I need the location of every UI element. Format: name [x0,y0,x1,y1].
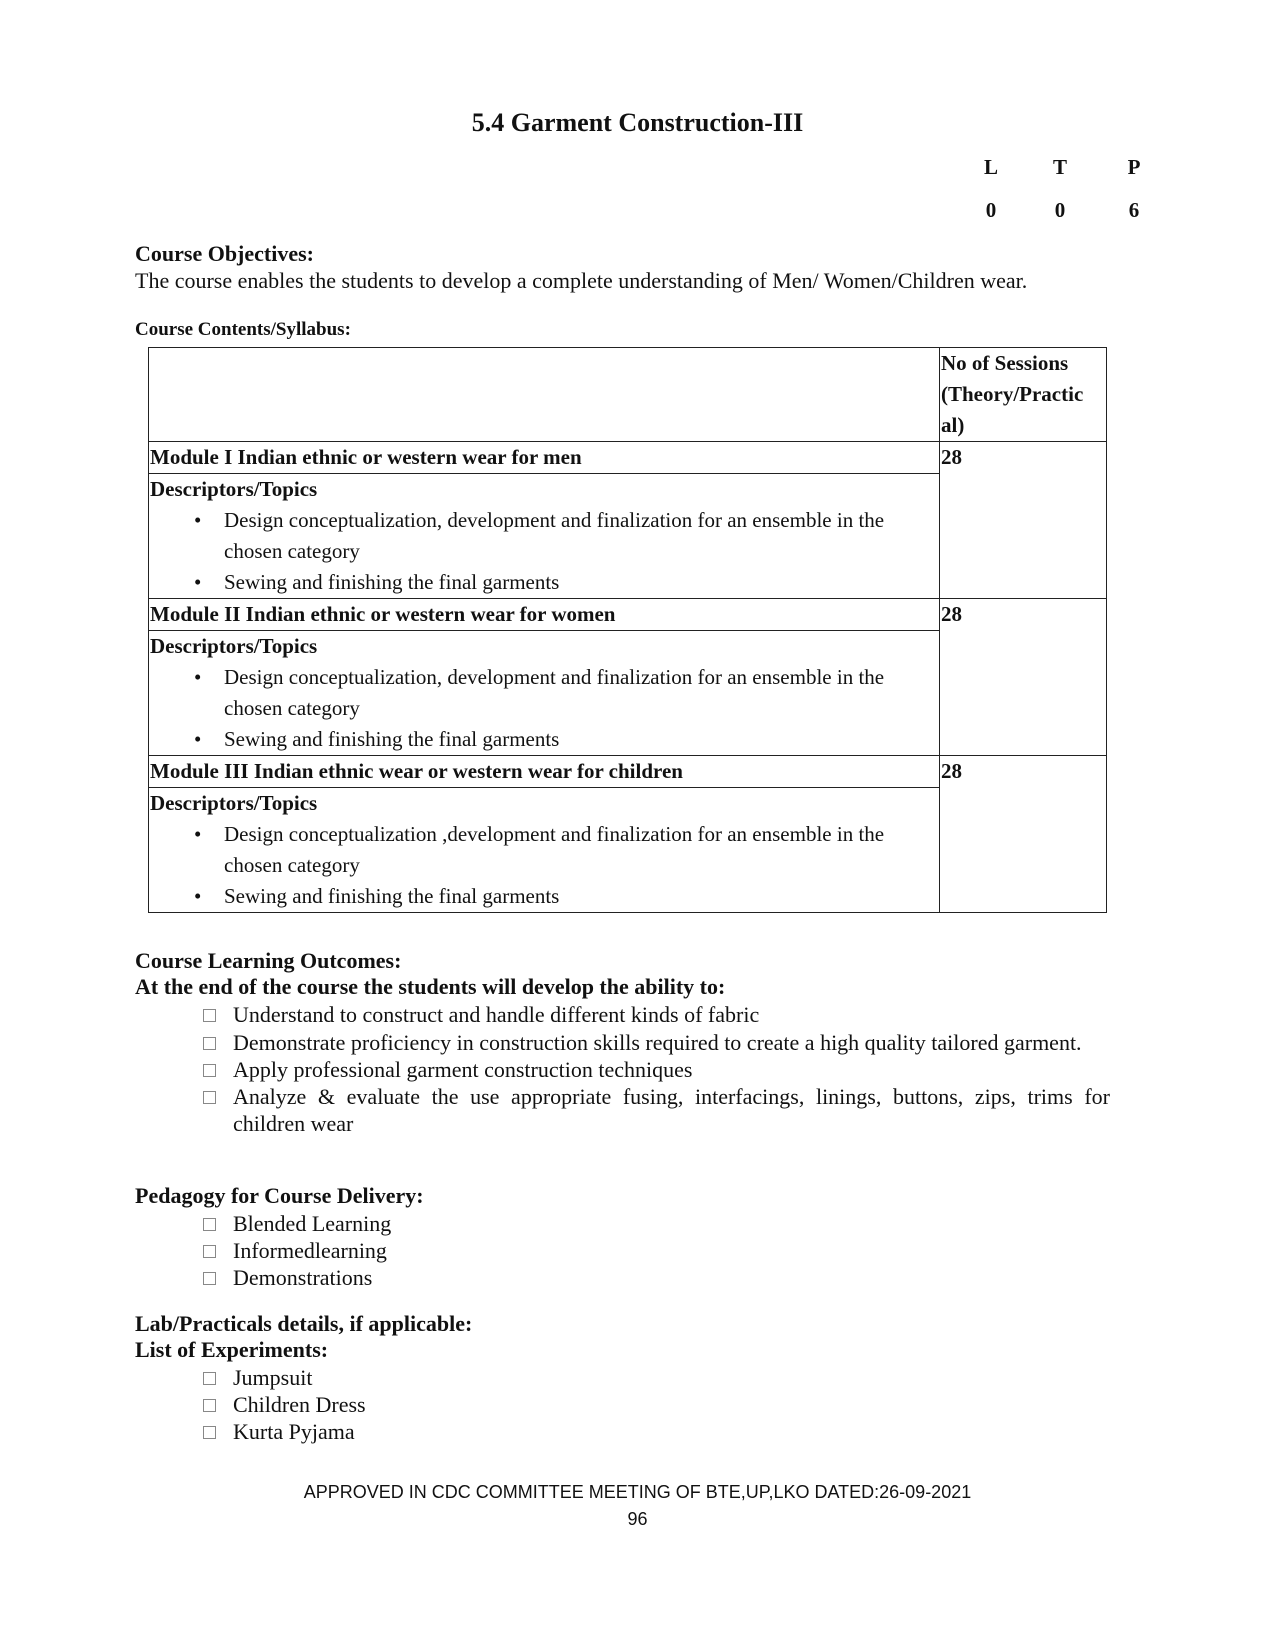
list-item: Demonstrate proficiency in construction skills required to create a high quality tailored garment. [203,1029,1110,1056]
list-item: • Design conceptualization, development and finalization for an ensemble in the chosen category [224,505,939,567]
list-item: Demonstrations [203,1264,803,1291]
pedagogy-list [203,1210,803,1291]
checkbox-icon [203,1399,216,1412]
list-item: • Sewing and finishing the final garments [224,881,939,912]
ltp-header-l: L [983,155,998,179]
bullet-icon: • [194,884,202,908]
descriptors-label: Descriptors/Topics [150,791,318,815]
module-sessions: 28 [940,599,1107,756]
page-title: 5.4 Garment Construction-III [471,108,804,137]
ltp-value-t: 0 [1054,198,1066,222]
checkbox-icon [203,1245,216,1258]
list-item: • Design conceptualization ,development and finalization for an ensemble in the chosen category [224,819,939,881]
bullet-icon: • [194,727,202,751]
objectives-heading: Course Objectives: [135,241,315,266]
approval-footer: APPROVED IN CDC COMMITTEE MEETING OF BTE,UP,LKO DATED:26-09-2021 [303,1482,972,1502]
list-item: • Sewing and finishing the final garments [224,724,939,755]
bullet-icon: • [194,508,202,532]
outcomes-heading: Course Learning Outcomes: [135,948,402,973]
list-item: Informedlearning [203,1237,803,1264]
checkbox-icon [203,1064,216,1077]
list-item: Children Dress [203,1391,803,1418]
checkbox-icon [203,1372,216,1385]
list-item: • Sewing and finishing the final garments [224,567,939,598]
descriptors-label: Descriptors/Topics [150,477,318,501]
checkbox-icon [203,1091,216,1104]
pedagogy-heading: Pedagogy for Course Delivery: [135,1183,424,1208]
ltp-value-p: 6 [1128,198,1140,222]
syllabus-table [148,347,1107,913]
lab-subheading: List of Experiments: [135,1337,329,1362]
list-item: • Design conceptualization, development and finalization for an ensemble in the chosen category [224,662,939,724]
table-row [149,756,1107,788]
list-item: Analyze & evaluate the use appropriate fusing, interfacings, linings, buttons, zips, trims for children wear [203,1083,1110,1137]
sessions-header: No of Sessions (Theory/Practic al) [940,348,1107,442]
outcomes-subheading: At the end of the course the students will develop the ability to: [135,974,726,999]
checkbox-icon [203,1426,216,1439]
list-item: Understand to construct and handle different kinds of fabric [203,1001,1110,1028]
ltp-header-t: T [1052,155,1067,179]
bullet-icon: • [194,570,202,594]
syllabus-heading: Course Contents/Syllabus: [135,319,351,340]
descriptors-label: Descriptors/Topics [150,634,318,658]
ltp-value-l: 0 [985,198,997,222]
module-title: Module I Indian ethnic or western wear for men [149,442,940,474]
module-sessions: 28 [940,756,1107,913]
objectives-text: The course enables the students to develop a complete understanding of Men/ Women/Children wear. [135,268,1028,293]
ltp-header-p: P [1127,155,1141,179]
checkbox-icon [203,1218,216,1231]
table-row [149,442,1107,474]
page-number: 96 [627,1509,648,1529]
bullet-icon: • [194,822,202,846]
list-item: Blended Learning [203,1210,803,1237]
bullet-icon: • [194,665,202,689]
list-item: Kurta Pyjama [203,1418,803,1445]
table-row [149,599,1107,631]
experiments-list [203,1364,803,1445]
checkbox-icon [203,1037,216,1050]
list-item: Apply professional garment construction techniques [203,1056,1110,1083]
table-header-blank [149,348,940,442]
outcomes-list [203,1001,1110,1137]
lab-heading: Lab/Practicals details, if applicable: [135,1311,473,1336]
list-item: Jumpsuit [203,1364,803,1391]
checkbox-icon [203,1009,216,1022]
module-title: Module II Indian ethnic or western wear for women [149,599,940,631]
checkbox-icon [203,1272,216,1285]
module-title: Module III Indian ethnic wear or western wear for children [149,756,940,788]
module-sessions: 28 [940,442,1107,599]
